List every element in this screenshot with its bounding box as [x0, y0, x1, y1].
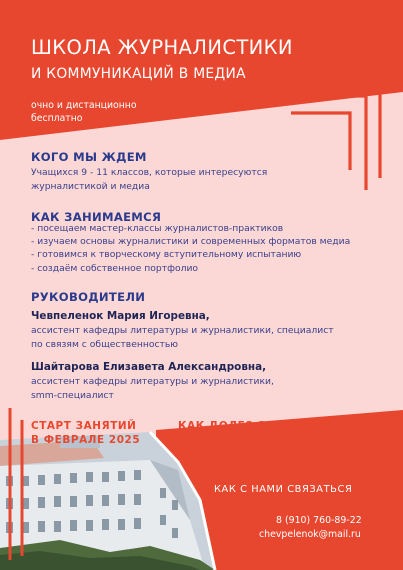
start-label-line-2: В ФЕВРАЛЕ 2025 — [31, 434, 141, 446]
who-text-line-2: журналистикой и медиа — [31, 181, 150, 192]
how-item: - посещаем мастер-классы журналистов-практиков — [31, 223, 284, 234]
price-text: бесплатно — [31, 113, 83, 124]
format-text: очно и дистанционно — [31, 100, 137, 111]
leader-name: Чевпеленок Мария Игоревна, — [31, 310, 210, 322]
title-line-1: ШКОЛА ЖУРНАЛИСТИКИ — [31, 36, 293, 59]
contact-phone[interactable]: 8 (910) 760-89-22 — [276, 515, 362, 526]
leader-role-line-1: ассистент кафедры литературы и журналистики, специалист — [31, 325, 334, 336]
how-heading: КАК ЗАНИМАЕМСЯ — [31, 210, 162, 224]
how-item: - создаём собственное портфолио — [31, 263, 199, 274]
contact-heading: КАК С НАМИ СВЯЗАТЬСЯ — [214, 484, 353, 495]
how-item: - готовимся к творческому вступительному испытанию — [31, 249, 302, 260]
who-text-line-1: Учащихся 9 - 11 классов, которые интересуются — [31, 167, 268, 178]
leader-role-line-1: ассистент кафедры литературы и журналистики, — [31, 376, 274, 387]
contact-email[interactable]: chevpelenok@mail.ru — [259, 529, 361, 540]
title-line-2: И КОММУНИКАЦИЙ В МЕДИА — [31, 66, 246, 82]
leader-role-line-2: smm-специалист — [31, 390, 114, 401]
duration-label-line-2: ФЕВРАЛЬ-МАЙ 2025 — [178, 434, 310, 446]
decorative-angle-top — [262, 80, 380, 190]
leaders-heading: РУКОВОДИТЕЛИ — [31, 290, 146, 304]
leader-role-line-2: по связям с общественностью — [31, 339, 179, 350]
leader-name: Шайтарова Елизавета Александровна, — [31, 361, 267, 373]
who-heading: КОГО МЫ ЖДЕМ — [31, 150, 147, 164]
start-label-line-1: СТАРТ ЗАНЯТИЙ — [31, 420, 137, 432]
duration-label-line-1: КАК ДОЛГО ЗАНИМАЕМСЯ — [178, 420, 349, 432]
how-item: - изучаем основы журналистики и современных форматов медиа — [31, 236, 351, 247]
